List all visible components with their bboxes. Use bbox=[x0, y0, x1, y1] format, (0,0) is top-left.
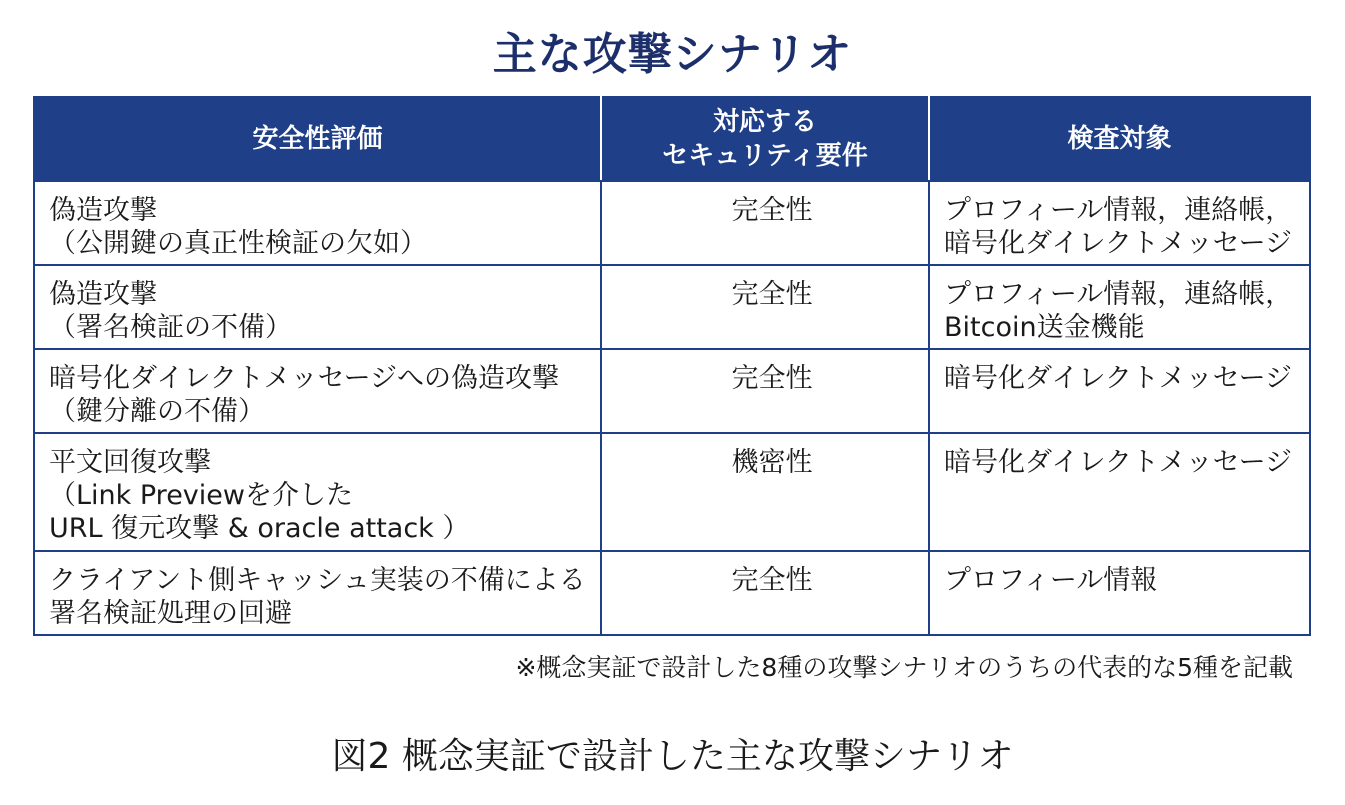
attack-scenario-table bbox=[33, 96, 1311, 636]
requirement-cell: 完全性 bbox=[601, 551, 929, 635]
header-requirement-line1: 対応する bbox=[712, 107, 817, 137]
evaluation-line: クライアント側キャッシュ実装の不備による bbox=[49, 565, 586, 596]
requirement-cell: 完全性 bbox=[601, 349, 929, 433]
table-row bbox=[34, 181, 1310, 265]
target-cell bbox=[929, 181, 1310, 265]
table-row bbox=[34, 349, 1310, 433]
target-line: プロフィール情報，連絡帳， bbox=[944, 279, 1293, 310]
target-cell bbox=[929, 551, 1310, 635]
requirement-cell: 完全性 bbox=[601, 265, 929, 349]
table-row bbox=[34, 433, 1310, 551]
header-evaluation: 安全性評価 bbox=[34, 97, 601, 181]
table-header-row bbox=[34, 97, 1310, 181]
target-cell bbox=[929, 265, 1310, 349]
target-line: 暗号化ダイレクトメッセージ bbox=[944, 228, 1293, 259]
target-line: 暗号化ダイレクトメッセージ bbox=[944, 447, 1293, 478]
evaluation-cell bbox=[34, 433, 601, 551]
evaluation-cell bbox=[34, 349, 601, 433]
evaluation-cell bbox=[34, 265, 601, 349]
evaluation-line: （署名検証の不備） bbox=[49, 312, 292, 343]
evaluation-line: 暗号化ダイレクトメッセージへの偽造攻撃 bbox=[49, 363, 560, 394]
target-cell bbox=[929, 349, 1310, 433]
target-line: プロフィール情報 bbox=[944, 565, 1158, 596]
target-line: Bitcoin送金機能 bbox=[944, 312, 1145, 343]
evaluation-line: 署名検証処理の回避 bbox=[49, 598, 292, 629]
table-row bbox=[34, 265, 1310, 349]
evaluation-line: （公開鍵の真正性検証の欠如） bbox=[49, 228, 427, 259]
evaluation-line: URL 復元攻撃 & oracle attack ） bbox=[49, 513, 470, 544]
requirement-cell: 完全性 bbox=[601, 181, 929, 265]
evaluation-cell bbox=[34, 181, 601, 265]
page-title: 主な攻撃シナリオ bbox=[492, 29, 853, 80]
evaluation-line: 偽造攻撃 bbox=[49, 195, 157, 226]
header-target: 検査対象 bbox=[929, 97, 1310, 181]
header-requirement-line2: セキュリティ要件 bbox=[662, 141, 868, 171]
header-requirement bbox=[601, 97, 929, 181]
evaluation-line: （Link Previewを介した bbox=[49, 480, 353, 511]
figure-caption: 図2 概念実証で設計した主な攻撃シナリオ bbox=[331, 736, 1014, 777]
evaluation-line: 平文回復攻撃 bbox=[49, 447, 211, 478]
evaluation-cell bbox=[34, 551, 601, 635]
evaluation-line: （鍵分離の不備） bbox=[49, 396, 265, 427]
target-cell bbox=[929, 433, 1310, 551]
target-line: プロフィール情報，連絡帳， bbox=[944, 195, 1293, 226]
requirement-cell: 機密性 bbox=[601, 433, 929, 551]
evaluation-line: 偽造攻撃 bbox=[49, 279, 157, 310]
table-row bbox=[34, 551, 1310, 635]
footnote: ※概念実証で設計した8種の攻撃シナリオのうちの代表的な5種を記載 bbox=[515, 653, 1293, 682]
target-line: 暗号化ダイレクトメッセージ bbox=[944, 363, 1293, 394]
